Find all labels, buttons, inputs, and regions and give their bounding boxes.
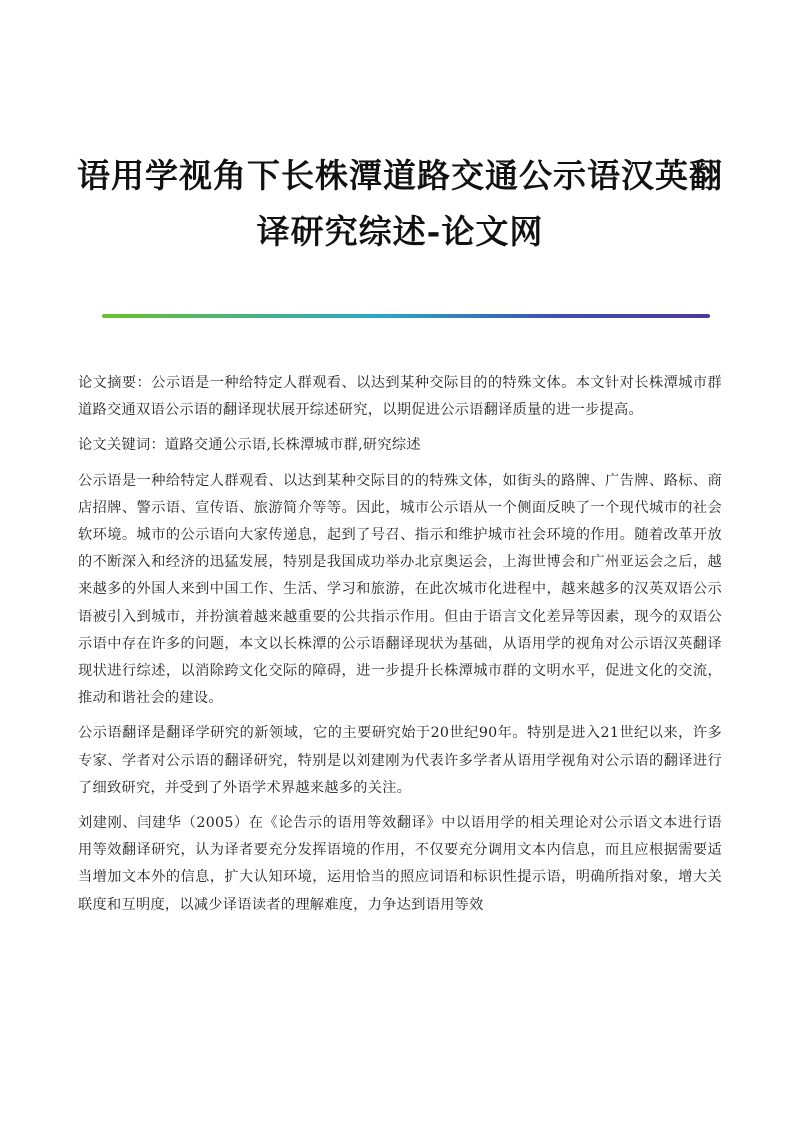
keywords-paragraph: 论文关键词：道路交通公示语,长株潭城市群,研究综述 — [78, 437, 421, 454]
body-paragraph-3: 刘建刚、闫建华（2005）在《论告示的语用等效翻译》中以语用学的相关理论对公示语文本进行语用等效翻译研究，认为译者要充分发挥语境的作用，不仅要充分调用文本内信息，而且应根据需要适当增加文本外的信息，扩大认知环境，运用恰当的照应词语和标识性提示语，明确所指对象，增大关联度和互明度，以减少译语读者的理解难度，力争达到语用等效 — [78, 815, 722, 913]
document-title — [60, 148, 740, 260]
body-paragraph-2: 公示语翻译是翻译学研究的新领域，它的主要研究始于20世纪90年。特别是进入21世纪以来，许多专家、学者对公示语的翻译研究，特别是以刘建刚为代表许多学者从语用学视角对公示语的翻译进行了细致研究，并受到了外语学术界越来越多的关注。 — [78, 725, 722, 796]
title-line-2: 译研究综述-论文网 — [256, 212, 544, 251]
abstract-paragraph: 论文摘要：公示语是一种给特定人群观看、以达到某种交际目的的特殊文体。本文针对长株潭城市群道路交通双语公示语的翻译现状展开综述研究，以期促进公示语翻译质量的进一步提高。 — [78, 375, 722, 419]
document-body — [78, 370, 722, 927]
title-line-1: 语用学视角下长株潭道路交通公示语汉英翻 — [77, 156, 723, 195]
title-divider — [102, 314, 710, 318]
body-paragraph-1: 公示语是一种给特定人群观看、以达到某种交际目的的特殊文体，如街头的路牌、广告牌、路标、商店招牌、警示语、宣传语、旅游简介等等。因此，城市公示语从一个侧面反映了一个现代城市的社会软环境。城市的公示语向大家传递息，起到了号召、指示和维护城市社会环境的作用。随着改革开放的不断深入和经济的迅猛发展，特别是我国成功举办北京奥运会，上海世博会和广州亚运会之后，越来越多的外国人来到中国工作、生活、学习和旅游，在此次城市化进程中，越来越多的汉英双语公示语被引入到城市，并扮演着越来越重要的公共指示作用。但由于语言文化差异等因素，现今的双语公示语中存在许多的问题，本文以长株潭的公示语翻译现状为基础，从语用学的视角对公示语汉英翻译现状进行综述，以消除跨文化交际的障碍，进一步提升长株潭城市群的文明水平，促进文化的交流，推动和谐社会的建设。 — [78, 472, 722, 707]
